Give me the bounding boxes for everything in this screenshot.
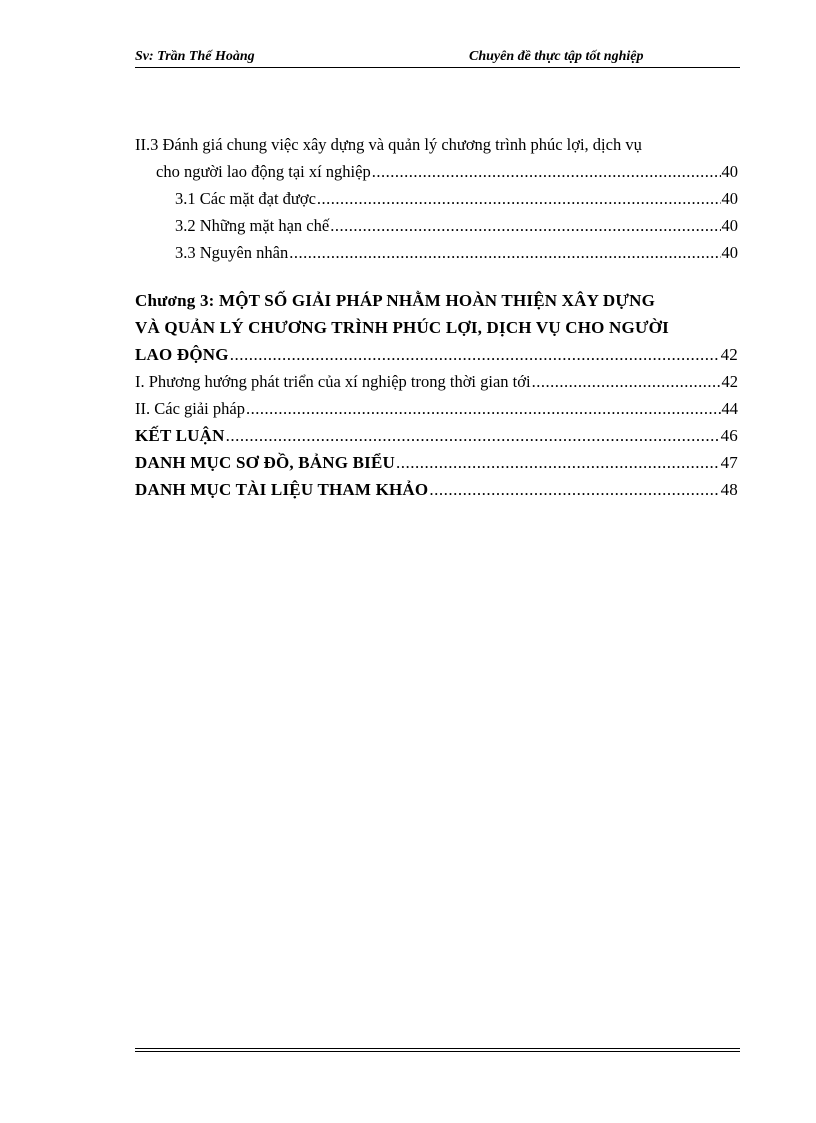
toc-page-number: 40 [721,216,738,235]
toc-page-number: 42 [720,345,738,364]
toc-entry-label: DANH MỤC TÀI LIỆU THAM KHẢO [135,480,429,499]
toc-entry-label: II. Các giải pháp [135,399,245,418]
dot-leader [246,395,721,422]
toc-page-number: 42 [721,372,738,391]
toc-entry-2-3-line1: II.3 Đánh giá chung việc xây dựng và quản lý chương trình phúc lợi, dịch vụ [135,135,642,154]
dot-leader [317,185,721,212]
dot-leader [396,449,720,476]
dot-leader [289,239,720,266]
dot-leader [372,158,721,185]
toc-entry-3-2[interactable] [135,212,738,239]
toc-page-number: 40 [721,189,738,208]
toc-entry-label: 3.2 Những mặt hạn chế [175,216,330,235]
toc-chapter-3[interactable] [135,341,738,368]
footer-divider-bottom [135,1051,740,1052]
toc-page-number: 47 [720,453,738,472]
toc-entry-ch3-ii[interactable] [135,395,738,422]
dot-leader [532,368,721,395]
toc-entry-label: LAO ĐỘNG [135,345,229,364]
toc-page-number: 40 [721,162,738,181]
page-header [135,49,740,69]
toc-entry-conclusion[interactable] [135,422,738,449]
toc-entry-2-3[interactable] [135,158,738,185]
dot-leader [230,341,720,368]
footer-divider-top [135,1048,740,1049]
toc-entry-label: cho người lao động tại xí nghiệp [156,162,371,181]
toc-page-number: 40 [721,243,738,262]
dot-leader [226,422,720,449]
toc-page-number: 44 [721,399,738,418]
toc-entry-ch3-i[interactable] [135,368,738,395]
dot-leader [330,212,720,239]
toc-entry-label: 3.3 Nguyên nhân [175,243,289,262]
toc-chapter-3-line2: VÀ QUẢN LÝ CHƯƠNG TRÌNH PHÚC LỢI, DỊCH VỤ CHO NGƯỜI [135,318,669,337]
toc-entry-3-3[interactable] [135,239,738,266]
header-divider [135,67,740,68]
toc-page-number: 46 [720,426,738,445]
toc-entry-label: 3.1 Các mặt đạt được [175,189,316,208]
header-document-title: Chuyên đề thực tập tốt nghiệp [469,49,644,64]
toc-entry-label: DANH MỤC SƠ ĐỒ, BẢNG BIỂU [135,453,396,472]
toc-entry-references[interactable] [135,476,738,503]
toc-entry-label: I. Phương hướng phát triển của xí nghiệp trong thời gian tới [135,372,531,391]
toc-chapter-3-line1: Chương 3: MỘT SỐ GIẢI PHÁP NHẰM HOÀN THIỆN XÂY DỰNG [135,291,656,310]
toc-page-number: 48 [720,480,738,499]
toc-entry-3-1[interactable] [135,185,738,212]
header-author: Sv: Trần Thế Hoàng [135,49,255,64]
table-of-contents [135,131,738,503]
dot-leader [429,476,719,503]
toc-entry-diagrams[interactable] [135,449,738,476]
toc-entry-label: KẾT LUẬN [135,426,225,445]
